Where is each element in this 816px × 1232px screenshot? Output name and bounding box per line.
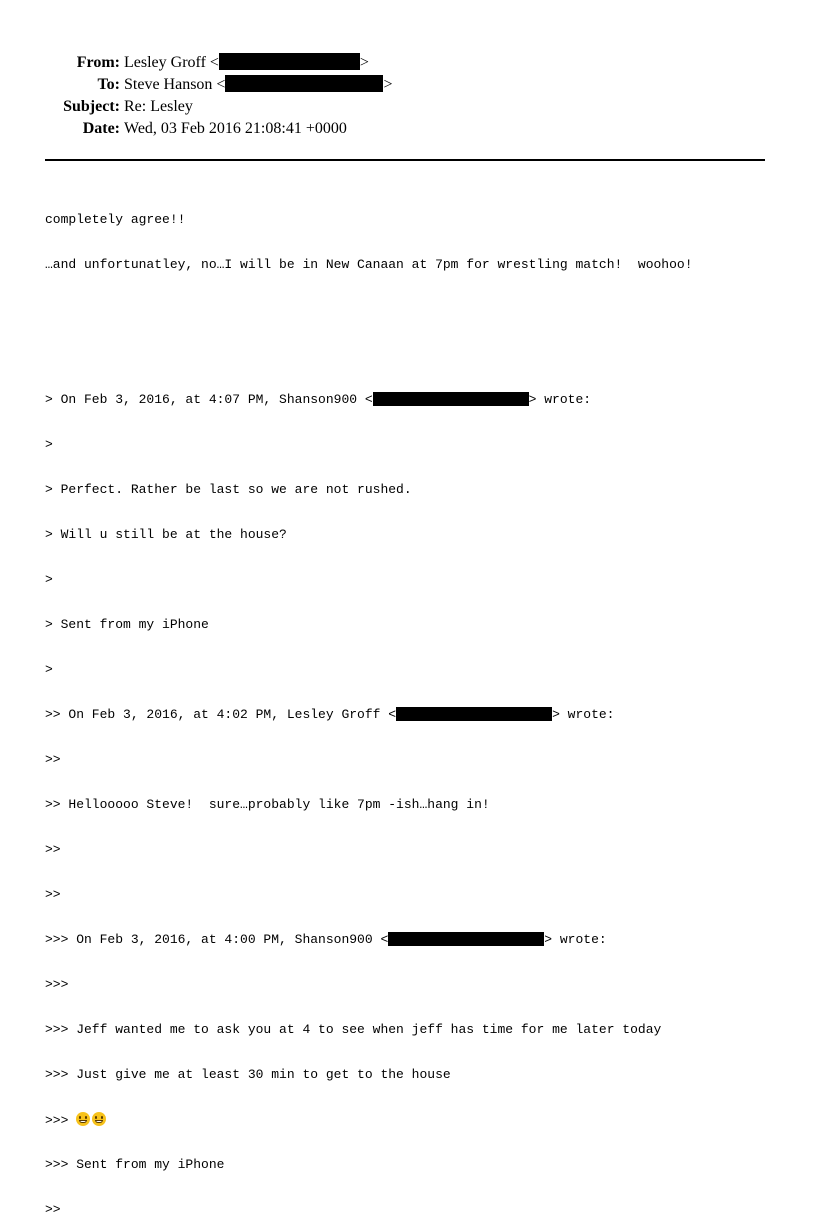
to-row bbox=[0, 74, 816, 96]
to-value bbox=[124, 74, 392, 96]
email-body bbox=[45, 182, 785, 1232]
body-line: >> bbox=[45, 1202, 61, 1217]
body-line: > bbox=[45, 437, 53, 452]
body-line: >> bbox=[45, 842, 61, 857]
grinning-face-icon bbox=[76, 1112, 90, 1126]
header-divider bbox=[45, 159, 765, 161]
emoji-line bbox=[45, 1112, 785, 1127]
date-row bbox=[0, 118, 816, 140]
quote-header-suffix: > wrote: bbox=[552, 707, 615, 722]
body-line: > Sent from my iPhone bbox=[45, 617, 209, 632]
body-line: >> bbox=[45, 887, 61, 902]
redaction-block bbox=[373, 392, 529, 406]
body-line: >>> Jeff wanted me to ask you at 4 to see when jeff has time for me later today bbox=[45, 1022, 662, 1037]
date-value: Wed, 03 Feb 2016 21:08:41 +0000 bbox=[124, 120, 347, 137]
email-header bbox=[0, 52, 816, 140]
subject-value: Re: Lesley bbox=[124, 98, 193, 115]
body-line: >>> Just give me at least 30 min to get to the house bbox=[45, 1067, 451, 1082]
redaction-block bbox=[225, 75, 383, 92]
body-line: >> Hellooooo Steve! sure…probably like 7pm -ish…hang in! bbox=[45, 797, 490, 812]
quote-header-suffix: > wrote: bbox=[544, 932, 607, 947]
grinning-face-icon bbox=[92, 1112, 106, 1126]
subject-label: Subject: bbox=[63, 98, 120, 115]
date-label: Date: bbox=[82, 120, 120, 137]
quote-header-line bbox=[45, 932, 785, 947]
subject-row bbox=[0, 96, 816, 118]
quote-header-text: >>> On Feb 3, 2016, at 4:00 PM, Shanson900 < bbox=[45, 932, 389, 947]
from-name: Lesley Groff < bbox=[124, 54, 219, 71]
body-line: >> bbox=[45, 752, 61, 767]
quote-header-text: >> On Feb 3, 2016, at 4:02 PM, Lesley Groff < bbox=[45, 707, 397, 722]
redaction-block bbox=[396, 707, 552, 721]
quote-header-text: > On Feb 3, 2016, at 4:07 PM, Shanson900 < bbox=[45, 392, 373, 407]
body-line: > Will u still be at the house? bbox=[45, 527, 287, 542]
quote-prefix: >>> bbox=[45, 1113, 77, 1128]
quote-header-suffix: > wrote: bbox=[528, 392, 592, 407]
redaction-block bbox=[388, 932, 544, 946]
body-line: > Perfect. Rather be last so we are not rushed. bbox=[45, 482, 412, 497]
from-close: > bbox=[359, 54, 369, 71]
quote-header-line bbox=[45, 707, 785, 722]
to-name: Steve Hanson < bbox=[124, 76, 226, 93]
blank-line bbox=[45, 347, 785, 362]
quote-header-line bbox=[45, 392, 785, 407]
body-line: …and unfortunatley, no…I will be in New Canaan at 7pm for wrestling match! woohoo! bbox=[45, 257, 693, 272]
body-line: > bbox=[45, 662, 53, 677]
body-line: >>> Sent from my iPhone bbox=[45, 1157, 225, 1172]
blank-line bbox=[45, 302, 785, 317]
to-close: > bbox=[383, 76, 393, 93]
from-value bbox=[124, 52, 369, 74]
body-line: completely agree!! bbox=[45, 212, 186, 227]
from-label: From: bbox=[76, 54, 120, 71]
body-line: >>> bbox=[45, 977, 69, 992]
body-line: > bbox=[45, 572, 53, 587]
from-row bbox=[0, 52, 816, 74]
to-label: To: bbox=[97, 76, 120, 93]
redaction-block bbox=[219, 53, 360, 70]
